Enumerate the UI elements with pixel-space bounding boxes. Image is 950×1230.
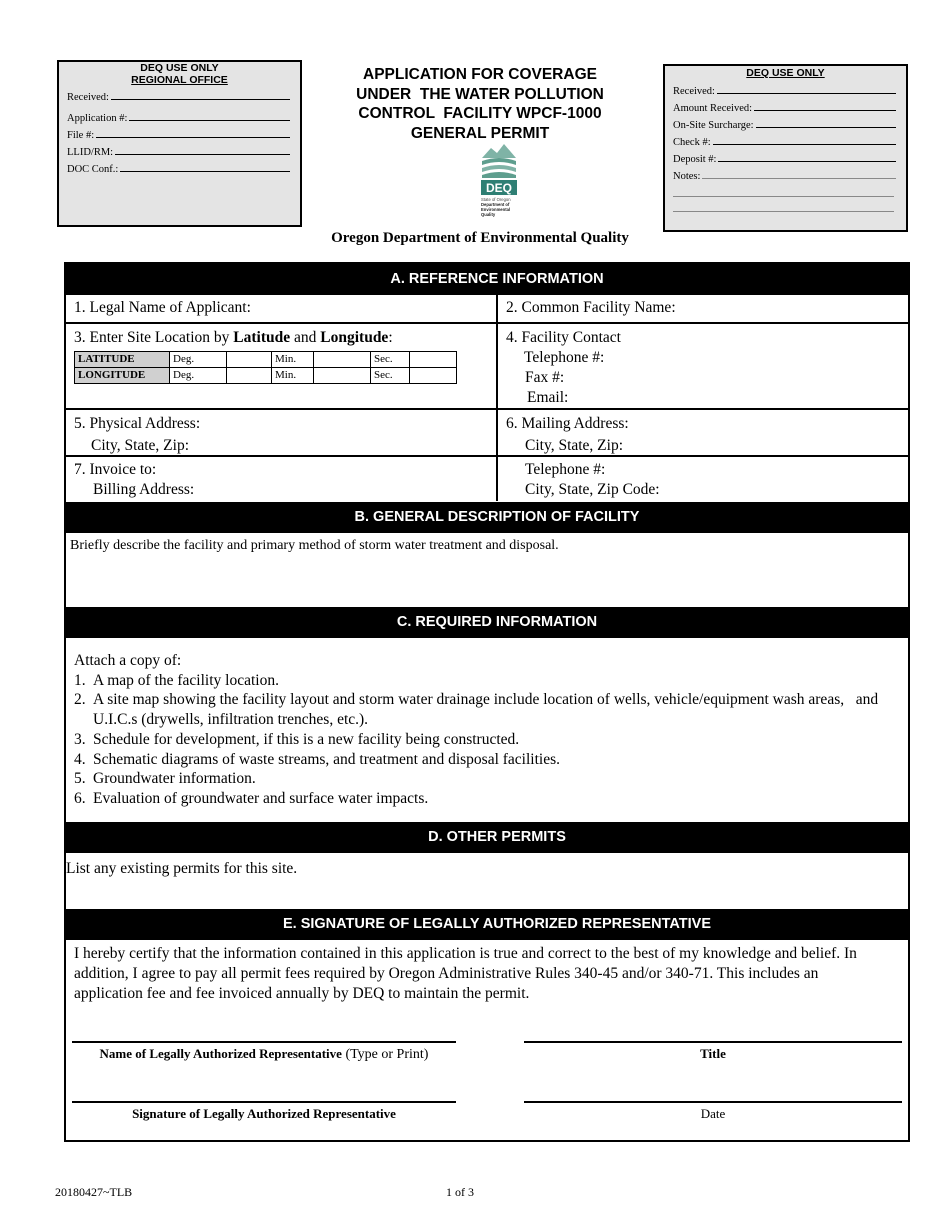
latitude-word: Latitude [233,329,291,346]
deq-field-amount[interactable] [673,97,896,114]
regional-box-title-line2: REGIONAL OFFICE [131,74,228,86]
section-title: B. GENERAL DESCRIPTION OF FACILITY [354,509,640,525]
field-label: Received: [673,86,715,97]
field-label: Notes: [673,171,701,182]
certification-text [74,944,874,1004]
item-number: 5. [74,770,86,788]
item-number: 2. [74,691,86,709]
invoice-contact-field[interactable] [525,460,660,500]
min-label: Min. [272,368,314,384]
regional-field-file[interactable] [67,124,290,141]
signature-line[interactable] [72,1101,456,1103]
regional-box-title [59,62,300,86]
billing-address-label: Billing Address: [93,481,195,498]
title-label: Title [700,1046,726,1061]
name-label [72,1046,456,1063]
mailing-address-label: 6. Mailing Address: [506,415,629,432]
invoice-to-label: 7. Invoice to: [74,461,157,478]
field-label: 1. Legal Name of Applicant: [74,299,251,316]
logo-subtext: Department of [481,202,510,207]
physical-address-label: 5. Physical Address: [74,415,201,432]
title-line: CONTROL FACILITY WPCF-1000 [358,105,602,122]
longitude-word: Longitude [320,329,389,346]
deq-field-surcharge[interactable] [673,114,896,131]
coordinates-table [74,351,457,384]
application-title [330,65,630,143]
notes-line [673,182,894,197]
list-item [74,769,894,789]
list-item [74,750,894,770]
section-title: A. REFERENCE INFORMATION [390,271,604,287]
item-text: Schedule for development, if this is a new facility being constructed. [93,730,520,748]
deq-field-notes[interactable] [673,165,896,182]
logo-subtext: State of Oregon [481,197,511,202]
title-line: APPLICATION FOR COVERAGE [363,66,597,83]
deq-field-check[interactable] [673,131,896,148]
section-title: E. SIGNATURE OF LEGALLY AUTHORIZED REPRESENTATIVE [282,916,712,932]
facility-description-field[interactable] [70,536,559,556]
section-title: C. REQUIRED INFORMATION [396,614,598,630]
mailing-address-field[interactable] [506,414,629,456]
colon: : [388,329,393,346]
regional-field-llid[interactable] [67,141,290,158]
site-location-label [74,328,393,348]
latitude-deg-input[interactable] [227,352,272,368]
section-b-header [66,502,908,533]
longitude-row [75,368,457,384]
other-permits-field[interactable] [66,859,297,879]
item-number: 3. [74,730,86,748]
city-state-zip-label: City, State, Zip: [91,437,190,454]
fax-label: Fax #: [525,369,565,386]
list-item [74,789,894,809]
and-word: and [290,329,321,346]
field-label: LLID/RM: [67,147,114,158]
field-label: File #: [67,130,95,141]
deq-logo-graphic [478,142,520,222]
section-d-header [66,822,908,853]
regional-field-doc-conf[interactable] [67,158,290,175]
field-label: Received: [67,92,109,103]
longitude-deg-input[interactable] [227,368,272,384]
signature-label: Signature of Legally Authorized Representative [132,1106,396,1121]
deg-label: Deg. [170,352,227,368]
date-line[interactable] [524,1101,902,1103]
facility-contact-label: 4. Facility Contact [506,329,621,346]
latitude-min-input[interactable] [314,352,371,368]
list-intro: Attach a copy of: [74,652,182,669]
deg-label: Deg. [170,368,227,384]
list-item [74,690,894,729]
name-line[interactable] [72,1041,456,1043]
facility-contact-field[interactable] [506,328,621,408]
field-label: Check #: [673,137,711,148]
deq-field-deposit[interactable] [673,148,896,165]
latitude-label: LATITUDE [75,352,170,368]
name-label-note: (Type or Print) [341,1047,429,1062]
section-a-header [66,264,908,295]
regional-box-title-line1: DEQ USE ONLY [140,62,219,74]
title-line: GENERAL PERMIT [410,124,550,142]
longitude-min-input[interactable] [314,368,371,384]
notes-line [673,197,894,212]
logo-text: DEQ [485,181,513,195]
deq-use-box [663,64,908,232]
deq-logo [478,142,520,222]
logo-subtext: Quality [481,212,496,217]
latitude-sec-input[interactable] [410,352,457,368]
section-c-header [66,607,908,638]
min-label: Min. [272,352,314,368]
field-label: Deposit #: [673,154,717,165]
city-state-zip-label: City, State, Zip: [525,437,624,454]
required-information-list [74,651,894,809]
list-item [74,671,894,691]
field-label: Application #: [67,113,128,124]
item-number: 4. [74,750,86,768]
deq-field-received[interactable] [673,80,896,97]
name-label-bold: Name of Legally Authorized Representative [99,1046,342,1061]
item-number: 6. [74,789,86,807]
list-item [74,730,894,750]
date-label: Date [700,1106,726,1121]
regional-field-received[interactable] [67,86,290,103]
field-label: Amount Received: [673,103,753,114]
application-form [64,262,910,1142]
longitude-sec-input[interactable] [410,368,457,384]
latitude-row [75,352,457,368]
page-number: 1 of 3 [446,1185,474,1199]
field-label: DOC Conf.: [67,164,119,175]
site-location-prefix: 3. Enter Site Location by [74,329,234,346]
telephone-label: Telephone #: [525,461,606,478]
section-title: D. OTHER PERMITS [428,829,566,845]
regional-office-box [57,60,302,227]
item-text: Groundwater information. [93,770,256,788]
item-text: Schematic diagrams of waste streams, and treatment and disposal facilities. [93,750,561,768]
deq-box-title: DEQ USE ONLY [746,67,825,79]
longitude-label: LONGITUDE [75,368,170,384]
regional-field-application[interactable] [67,107,290,124]
certification-paragraph: I hereby certify that the information contained in this application is true and correct to the best of my knowledge and belief. In addition, I agree to pay all permit fees required by Oregon Administrative Rules 340-45 and/or 340-71. This includes an application fee and fee invoiced annually by DEQ to maintain the permit. [74,945,857,1002]
field-label: Briefly describe the facility and primary method of storm water treatment and disposal. [70,538,559,553]
physical-address-field[interactable] [74,414,200,456]
title-line[interactable] [524,1041,902,1043]
city-state-zip-code-label: City, State, Zip Code: [525,481,660,498]
field-label: 2. Common Facility Name: [506,299,676,316]
sec-label: Sec. [371,368,410,384]
logo-subtext: Environmental [481,207,511,212]
sec-label: Sec. [371,352,410,368]
item-text: Evaluation of groundwater and surface water impacts. [93,789,429,807]
email-label: Email: [527,389,569,406]
section-e-header [66,909,908,940]
common-facility-name-field[interactable] [506,298,676,318]
title-line: UNDER THE WATER POLLUTION [356,85,604,103]
item-text: A site map showing the facility layout and storm water drainage include location of wells, vehicle/equipment wash areas, and U.I.C.s (drywells, infiltration trenches, etc.). [93,691,882,729]
invoice-field[interactable] [74,460,194,500]
field-label: List any existing permits for this site. [66,860,298,877]
legal-name-field[interactable] [74,298,251,318]
department-name: Oregon Department of Environmental Quality [331,230,629,246]
field-label: On-Site Surcharge: [673,120,754,131]
item-number: 1. [74,671,86,689]
document-code: 20180427~TLB [55,1185,133,1199]
item-text: A map of the facility location. [93,671,279,689]
telephone-label: Telephone #: [524,349,605,366]
